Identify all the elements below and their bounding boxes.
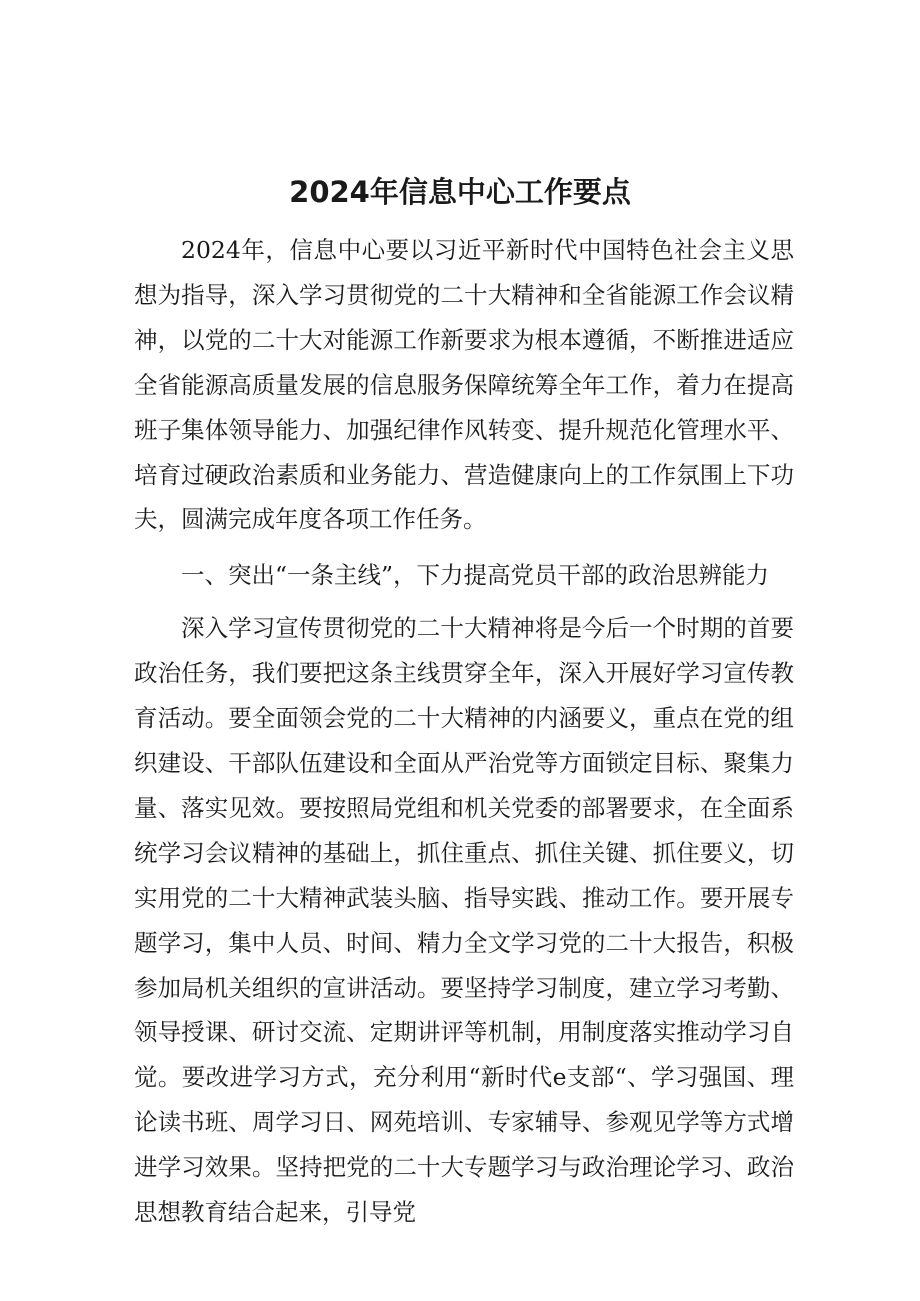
intro-paragraph: 2024年，信息中心要以习近平新时代中国特色社会主义思想为指导，深入学习贯彻党的二十大精神和全省能源工作会议精神，以党的二十大对能源工作新要求为根本遵循，不断推进适应全省能源高质量发展的信息服务保障统筹全年工作，着力在提高班子集体领导能力、加强纪律作风转变、提升规范化管理水平、培育过硬政治素质和业务能力、营造健康向上的工作氛围上下功夫，圆满完成年度各项工作任务。 <box>134 236 794 534</box>
section-1-paragraph: 深入学习宣传贯彻党的二十大精神将是今后一个时期的首要政治任务，我们要把这条主线贯穿全年，深入开展好学习宣传教育活动。要全面领会党的二十大精神的内涵要义，重点在党的组织建设、干部队伍建设和全面从严治党等方面锁定目标、聚集力量、落实见效。要按照局党组和机关党委的部署要求，在全面系统学习会议精神的基础上，抓住重点、抓住关键、抓住要义，切实用党的二十大精神武装头脑、指导实践、推动工作。要开展专题学习，集中人员、时间、精力全文学习党的二十大报告，积极参加局机关组织的宣讲活动。要坚持学习制度，建立学习考勤、领导授课、研讨交流、定期讲评等机制，用制度落实推动学习自觉。要改进学习方式，充分利用“新时代e支部“、学习强国、理论读书班、周学习日、网苑培训、专家辅导、参观见学等方式增进学习效果。坚持把党的二十大专题学习与政治理论学习、政治思想教育结合起来，引导党 <box>134 614 794 1227</box>
section-heading-1: 一、突出“一条主线”，下力提高党员干部的政治思辨能力 <box>181 561 770 590</box>
document-title: 2024年信息中心工作要点 <box>289 175 631 209</box>
document-body <box>134 228 794 1246</box>
